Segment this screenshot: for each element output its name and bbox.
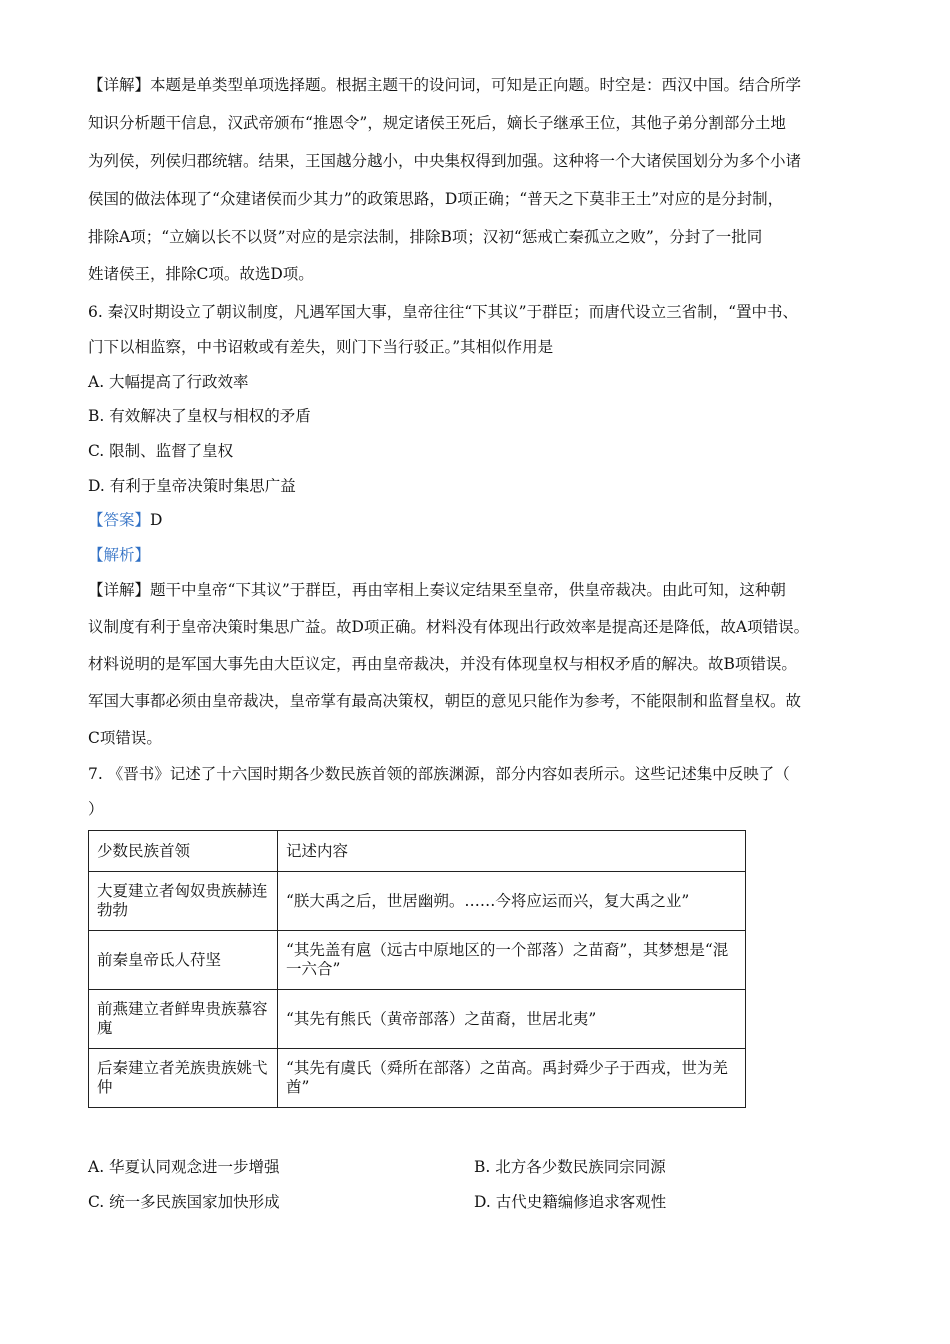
q6-analysis-label: 【解析】 bbox=[88, 546, 151, 564]
table-row bbox=[89, 931, 746, 990]
q7-option-a: A. 华夏认同观念进一步增强 bbox=[88, 1158, 280, 1176]
q6-stem-line: 门下以相监察，中书诏敕或有差失，则门下当行驳正。”其相似作用是 bbox=[88, 338, 554, 356]
table-row bbox=[89, 990, 746, 1049]
q6-stem-line: 6. 秦汉时期设立了朝议制度，凡遇军国大事，皇帝往往“下其议”于群臣；而唐代设立三省制，“置中书、 bbox=[88, 303, 798, 321]
q7-option-b: B. 北方各少数民族同宗同源 bbox=[474, 1158, 666, 1176]
q7-table bbox=[88, 830, 746, 1108]
table-header-row bbox=[89, 831, 746, 872]
table-cell-leader: 前秦皇帝氐人苻坚 bbox=[89, 931, 278, 990]
table-row bbox=[89, 1049, 746, 1108]
q6-option-c: C. 限制、监督了皇权 bbox=[88, 442, 234, 460]
q6-option-b: B. 有效解决了皇权与相权的矛盾 bbox=[88, 407, 311, 425]
q7-option-c: C. 统一多民族国家加快形成 bbox=[88, 1193, 280, 1211]
q5-detail-line: 【详解】本题是单类型单项选择题。根据主题干的设问词，可知是正向题。时空是：西汉中国。结合所学 bbox=[88, 76, 802, 94]
table-cell-leader: 大夏建立者匈奴贵族赫连勃勃 bbox=[89, 872, 278, 931]
q6-detail-line: 【详解】题干中皇帝“下其议”于群臣，再由宰相上奏议定结果至皇帝，供皇帝裁决。由此可知，这种朝 bbox=[88, 581, 786, 599]
q6-detail-line: 军国大事都必须由皇帝裁决，皇帝掌有最高决策权，朝臣的意见只能作为参考，不能限制和监督皇权。故 bbox=[88, 692, 802, 710]
q6-detail-line: C项错误。 bbox=[88, 729, 162, 747]
q6-answer bbox=[88, 509, 162, 531]
table-header-cell: 少数民族首领 bbox=[89, 831, 278, 872]
table-cell-leader: 前燕建立者鲜卑贵族慕容廆 bbox=[89, 990, 278, 1049]
table-cell-content: “其先有熊氏（黄帝部落）之苗裔，世居北夷” bbox=[278, 990, 746, 1049]
answer-label: 【答案】 bbox=[88, 511, 151, 529]
q6-detail-line: 材料说明的是军国大事先由大臣议定，再由皇帝裁决，并没有体现皇权与相权矛盾的解决。故B项错误。 bbox=[88, 655, 797, 673]
table-cell-content: “朕大禹之后，世居幽朔。……今将应运而兴，复大禹之业” bbox=[278, 872, 746, 931]
table-row bbox=[89, 872, 746, 931]
q5-detail-line: 侯国的做法体现了“众建诸侯而少其力”的政策思路，D项正确；“普天之下莫非王土”对应的是分封制， bbox=[88, 190, 784, 208]
q5-detail-line: 排除A项；“立嫡以长不以贤”对应的是宗法制，排除B项；汉初“惩戒亡秦孤立之败”，分封了一批同 bbox=[88, 228, 763, 246]
table-header-cell: 记述内容 bbox=[278, 831, 746, 872]
q7-option-d: D. 古代史籍编修追求客观性 bbox=[474, 1193, 667, 1211]
q7-stem-line: ） bbox=[88, 800, 104, 818]
table-cell-content: “其先盖有扈（远古中原地区的一个部落）之苗裔”，其梦想是“混一六合” bbox=[278, 931, 746, 990]
q5-detail-line: 姓诸侯王，排除C项。故选D项。 bbox=[88, 265, 314, 283]
q6-detail-line: 议制度有利于皇帝决策时集思广益。故D项正确。材料没有体现出行政效率是提高还是降低，故A项错误。 bbox=[88, 618, 810, 636]
table-cell-content: “其先有虞氏（舜所在部落）之苗高。禹封舜少子于西戎，世为羌酋” bbox=[278, 1049, 746, 1108]
q6-option-a: A. 大幅提高了行政效率 bbox=[88, 373, 249, 391]
answer-value: D bbox=[150, 511, 163, 529]
q5-detail-line: 知识分析题干信息，汉武帝颁布“推恩令”，规定诸侯王死后，嫡长子继承王位，其他子弟分割部分土地 bbox=[88, 114, 786, 132]
q5-detail-line: 为列侯，列侯归郡统辖。结果，王国越分越小，中央集权得到加强。这种将一个大诸侯国划分为多个小诸 bbox=[88, 152, 802, 170]
q6-option-d: D. 有利于皇帝决策时集思广益 bbox=[88, 477, 296, 495]
table-cell-leader: 后秦建立者羌族贵族姚弋仲 bbox=[89, 1049, 278, 1108]
q7-stem-line: 7. 《晋书》记述了十六国时期各少数民族首领的部族渊源，部分内容如表所示。这些记述集中反映了（ bbox=[88, 765, 790, 783]
